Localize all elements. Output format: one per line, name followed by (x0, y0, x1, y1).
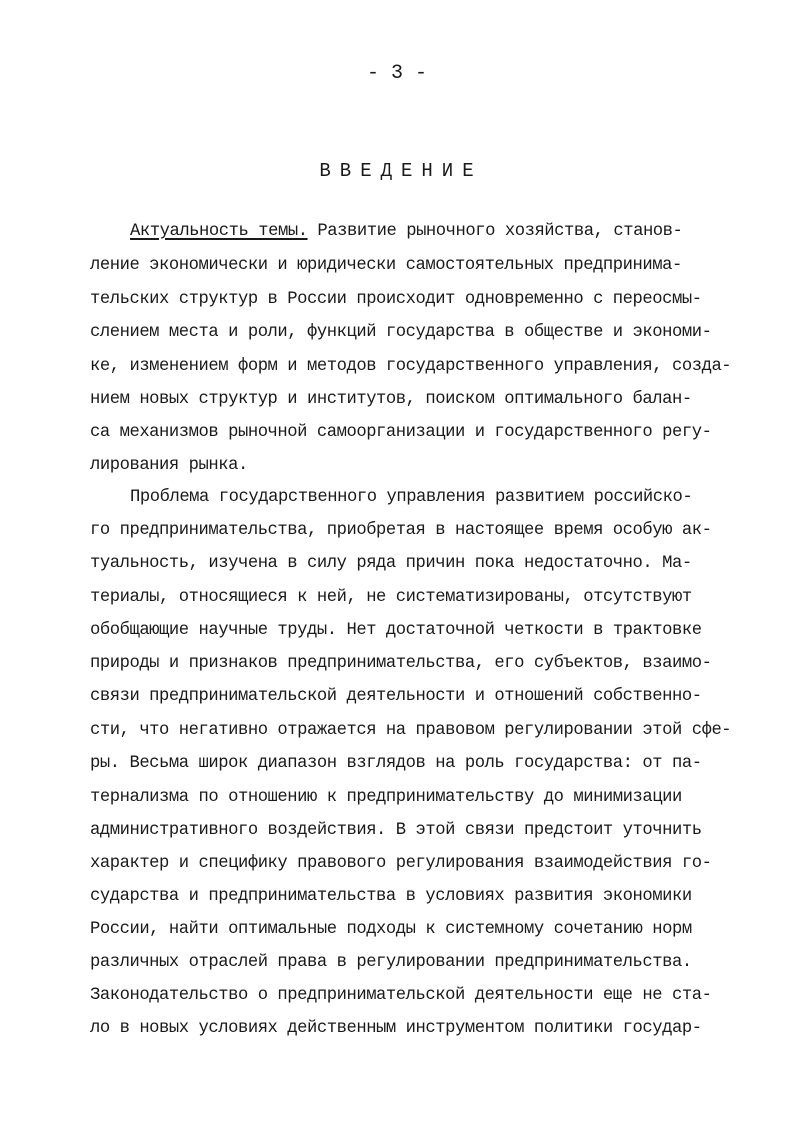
text-line: природы и признаков предпринимательства, его субъектов, взаимо- (90, 654, 712, 673)
text-line: тельских структур в России происходит одновременно с переосмы- (90, 290, 702, 309)
text-line: ление экономически и юридически самостоятельных предпринима- (90, 256, 682, 275)
text-line: го предпринимательства, приобретая в настоящее время особую ак- (90, 521, 712, 540)
text-line: различных отраслей права в регулировании предпринимательства. (90, 953, 692, 972)
text-line: слением места и роли, функций государства в обществе и экономи- (90, 323, 712, 342)
text-line: России, найти оптимальные подходы к системному сочетанию норм (90, 920, 692, 939)
text-line: административного воздействия. В этой связи предстоит уточнить (90, 821, 702, 840)
text-line: териалы, относящиеся к ней, не систематизированы, отсутствуют (90, 588, 692, 607)
text-line: ке, изменением форм и методов государственного управления, созда- (90, 357, 732, 376)
text-line (130, 221, 682, 243)
page-number: - 3 - (366, 62, 427, 85)
text-line: тернализма по отношению к предпринимательству до минимизации (90, 788, 682, 807)
text-line: нием новых структур и институтов, поиском оптимального балан- (90, 390, 692, 409)
text-line: сударства и предпринимательства в условиях развития экономики (90, 887, 692, 906)
text-line: Проблема государственного управления развитием российско- (130, 488, 693, 507)
topic-relevance-label: Актуальность темы. (130, 222, 308, 241)
text-line: Законодательство о предпринимательской деятельности еще не ста- (90, 986, 712, 1005)
text-line: ло в новых условиях действенным инструментом политики государ- (90, 1019, 702, 1038)
text-line: характер и специфику правового регулирования взаимодействия го- (90, 854, 712, 873)
text-line: лирования рынка. (90, 456, 248, 475)
section-heading: ВВЕДЕНИЕ (319, 160, 483, 182)
text-line: туальность, изучена в силу ряда причин пока недостаточно. Ма- (90, 554, 692, 573)
text-line: ры. Весьма широк диапазон взглядов на роль государства: от па- (90, 754, 702, 773)
text-line: са механизмов рыночной самоорганизации и государственного регу- (90, 423, 712, 442)
text-line: обобщающие научные труды. Нет достаточной четкости в трактовке (90, 621, 702, 640)
text-line: сти, что негативно отражается на правовом регулировании этой сфе- (90, 721, 732, 740)
text-line: связи предпринимательской деятельности и отношений собственно- (90, 687, 702, 706)
text-line-rest: Развитие рыночного хозяйства, станов- (307, 222, 683, 241)
